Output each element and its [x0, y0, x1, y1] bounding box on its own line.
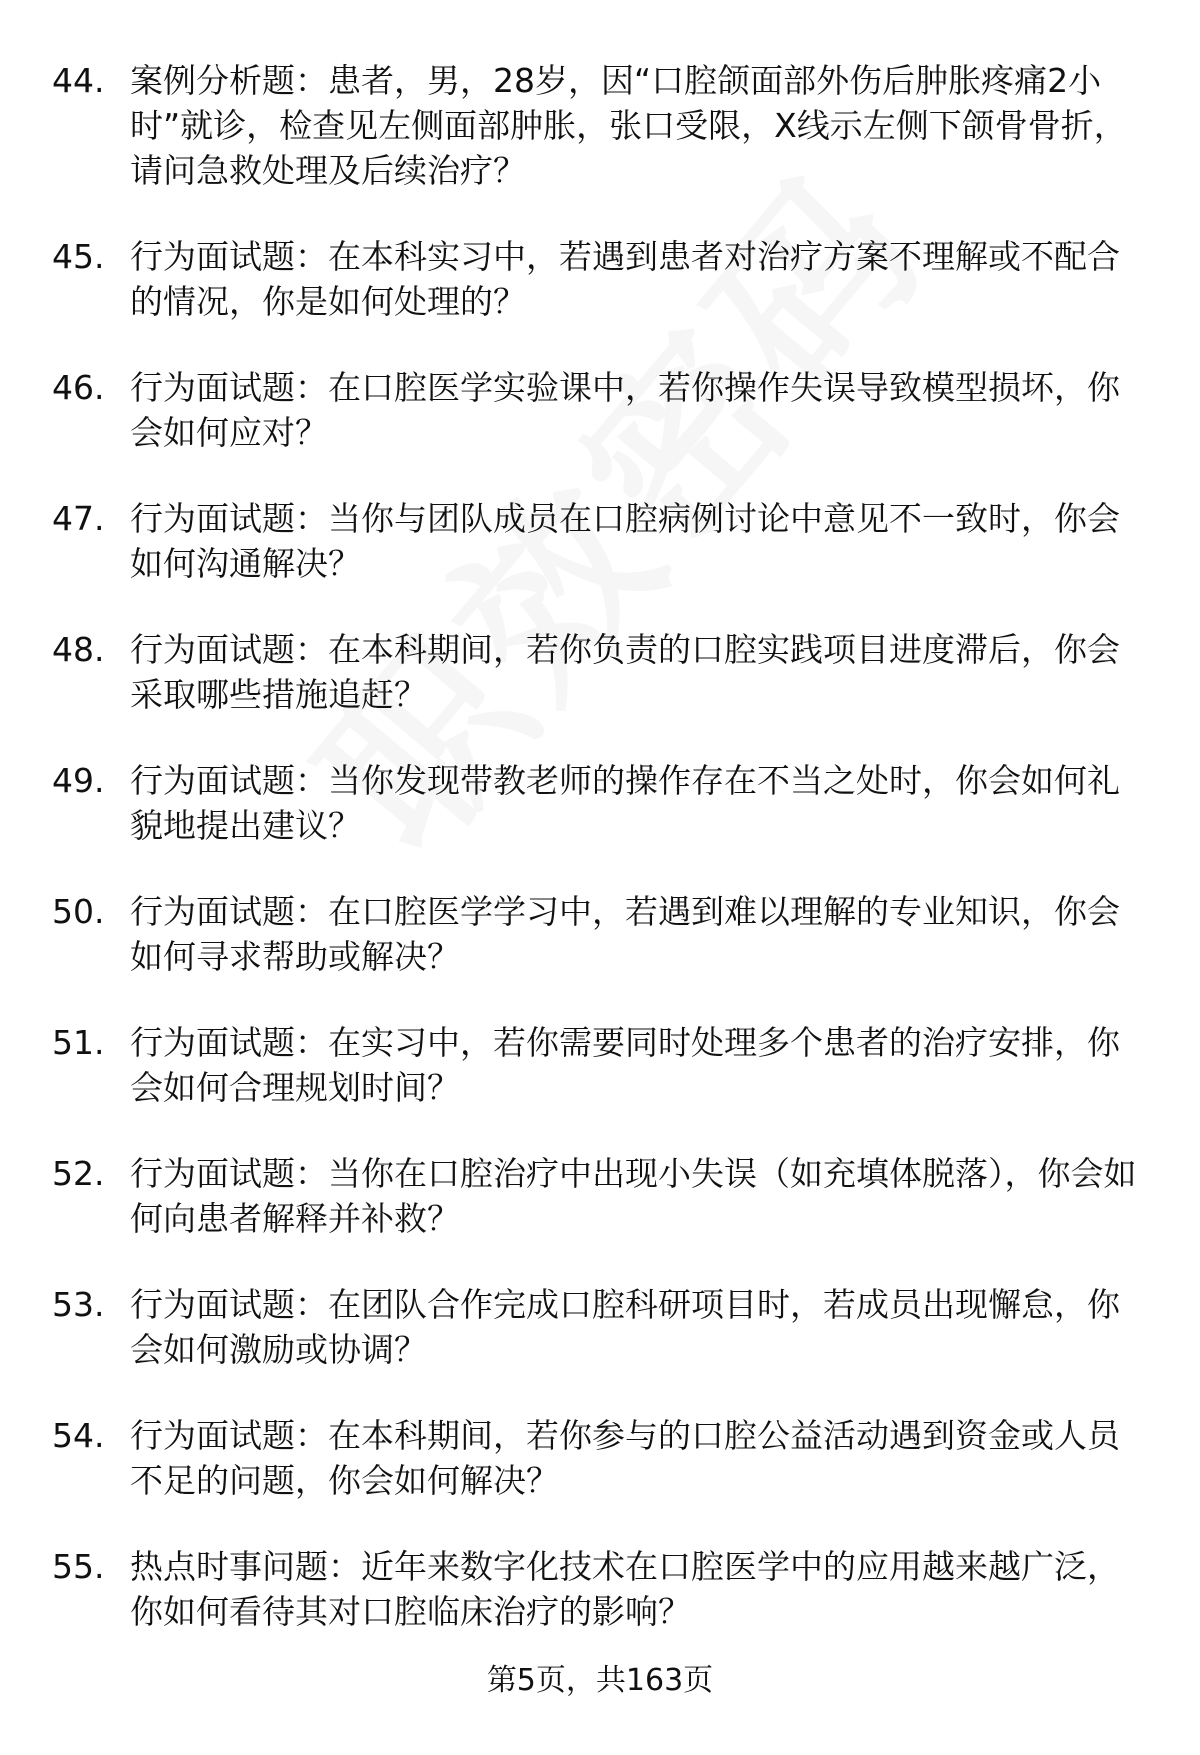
question-number: 48. — [52, 630, 105, 669]
question-text: 行为面试题：在团队合作完成口腔科研项目时，若成员出现懈怠，你会如何激励或协调？ — [130, 1285, 1120, 1369]
question-text: 行为面试题：当你在口腔治疗中出现小失误（如充填体脱落），你会如何向患者解释并补救？ — [130, 1154, 1137, 1238]
question-number: 47. — [52, 499, 105, 538]
page-number-label: 第5页，共163页 — [486, 1663, 714, 1698]
question-item — [0, 1282, 1200, 1372]
question-text: 行为面试题：在口腔医学学习中，若遇到难以理解的专业知识，你会如何寻求帮助或解决？ — [130, 892, 1120, 976]
question-item — [0, 1413, 1200, 1503]
question-item — [0, 234, 1200, 324]
question-item — [0, 1020, 1200, 1110]
question-number: 52. — [52, 1154, 105, 1193]
question-number: 49. — [52, 761, 105, 800]
question-list — [0, 58, 1200, 1675]
question-item — [0, 496, 1200, 586]
question-number: 45. — [52, 237, 105, 276]
question-number: 54. — [52, 1416, 105, 1455]
question-text: 行为面试题：在本科实习中，若遇到患者对治疗方案不理解或不配合的情况，你是如何处理的？ — [130, 237, 1120, 321]
question-text: 行为面试题：在本科期间，若你参与的口腔公益活动遇到资金或人员不足的问题，你会如何解决？ — [130, 1416, 1120, 1500]
question-item — [0, 758, 1200, 848]
page-footer — [0, 1660, 1200, 1702]
question-item — [0, 58, 1200, 193]
question-number: 53. — [52, 1285, 105, 1324]
question-text: 行为面试题：在实习中，若你需要同时处理多个患者的治疗安排，你会如何合理规划时间？ — [130, 1023, 1120, 1107]
question-number: 46. — [52, 368, 105, 407]
question-item — [0, 365, 1200, 455]
question-text: 案例分析题：患者，男，28岁，因“口腔颌面部外伤后肿胀疼痛2小时”就诊，检查见左侧面部肿胀，张口受限，X线示左侧下颌骨骨折，请问急救处理及后续治疗？ — [130, 61, 1127, 190]
question-text: 行为面试题：当你与团队成员在口腔病例讨论中意见不一致时，你会如何沟通解决？ — [130, 499, 1120, 583]
question-text: 行为面试题：在本科期间，若你负责的口腔实践项目进度滞后，你会采取哪些措施追赶？ — [130, 630, 1120, 714]
question-item — [0, 1151, 1200, 1241]
question-item — [0, 627, 1200, 717]
question-text: 行为面试题：当你发现带教老师的操作存在不当之处时，你会如何礼貌地提出建议？ — [130, 761, 1120, 845]
question-text: 行为面试题：在口腔医学实验课中，若你操作失误导致模型损坏，你会如何应对？ — [130, 368, 1120, 452]
question-number: 44. — [52, 61, 105, 100]
question-number: 55. — [52, 1547, 105, 1586]
question-item — [0, 889, 1200, 979]
question-number: 50. — [52, 892, 105, 931]
question-number: 51. — [52, 1023, 105, 1062]
question-item — [0, 1544, 1200, 1634]
question-text: 热点时事问题：近年来数字化技术在口腔医学中的应用越来越广泛，你如何看待其对口腔临床治疗的影响？ — [130, 1547, 1120, 1631]
